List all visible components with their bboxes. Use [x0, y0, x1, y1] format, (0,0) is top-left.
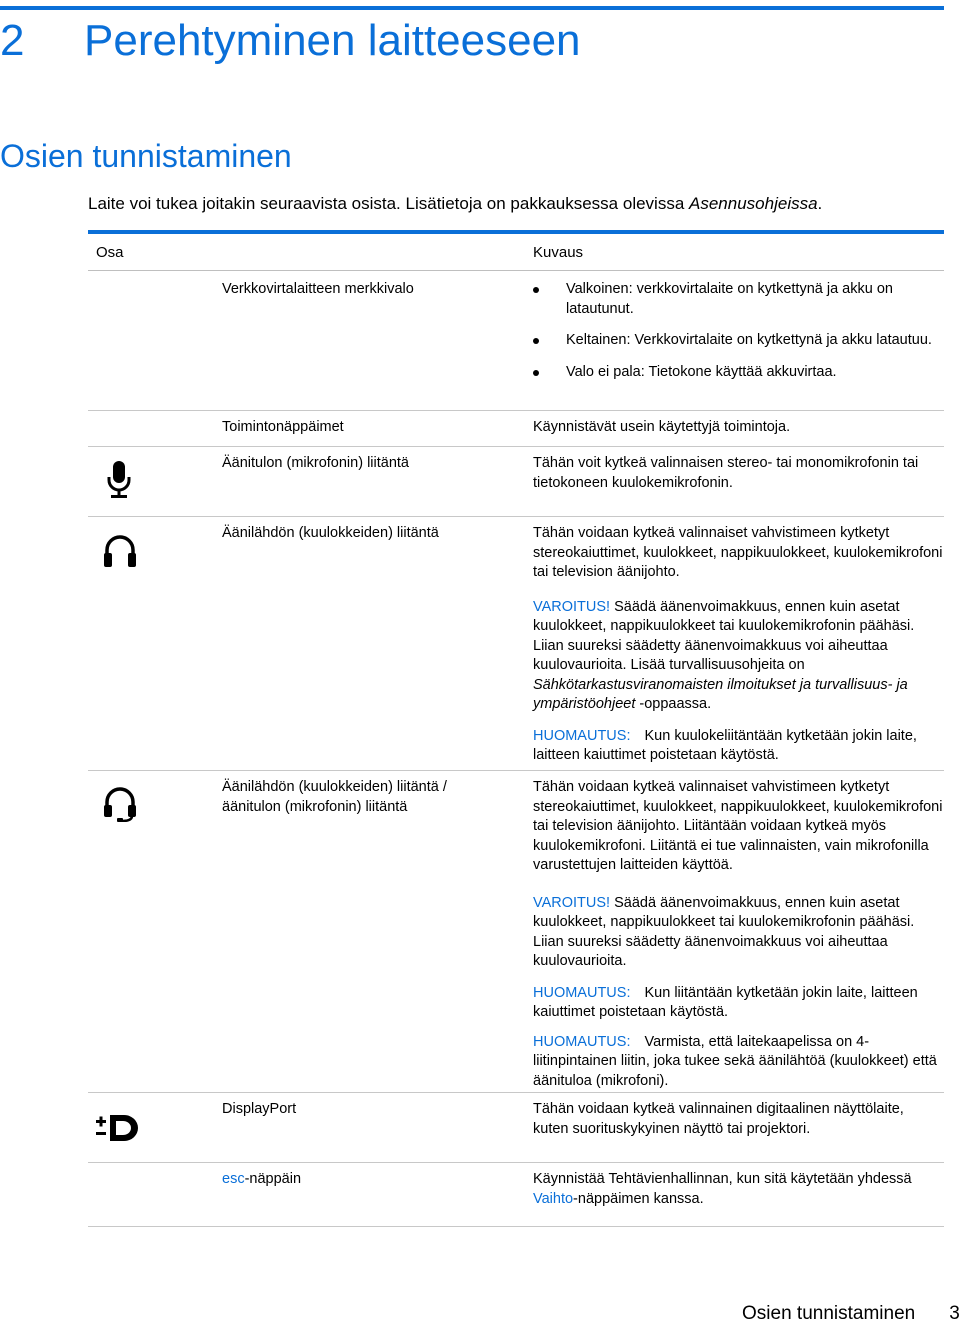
warning-text: Säädä äänenvoimakkuus, ennen kuin asetat kuulokkeet, nappikuulokkeet tai kuulokemikrofonin päähäsi. Liian suureksi säädetty äänenvoimakkuus voi aiheuttaa kuulovaurioita. Lisää turvallisuusohjeita on: [533, 598, 915, 673]
row-desc-displayport: Tähän voidaan kytkeä valinnainen digitaalinen näyttölaite, kuten suorituskykyinen näyttö tai projektori.: [533, 1101, 904, 1137]
note-block: [533, 984, 943, 1023]
headphones-icon: [102, 534, 138, 568]
row-desc-action-keys: Käynnistävät usein käytettyjä toimintoja.: [533, 419, 791, 435]
esc-desc-text: Käynnistää Tehtävienhallinnan, kun sitä käytetään yhdessä: [533, 1171, 912, 1187]
row-rule: [88, 516, 944, 517]
esc-key-rest: -näppäin: [244, 1171, 302, 1187]
intro-paragraph: [88, 194, 822, 214]
description-text: Tähän voidaan kytkeä valinnaiset vahvistimeen kytketyt stereokaiuttimet, kuulokkeet, nappikuulokkeet, kuulokemikrofoni tai television äänijohto.: [533, 525, 943, 580]
row-desc-combo-jack: [533, 778, 943, 1091]
intro-end: .: [817, 194, 823, 213]
note-text: Kun liitäntään kytketään jokin laite, laitteen kaiuttimet poistetaan käytöstä.: [533, 984, 918, 1020]
bullet-dot: [533, 287, 539, 293]
header-rule: [88, 270, 944, 271]
list-item: [533, 363, 943, 383]
intro-text: Laite voi tukea joitakin seuraavista osista. Lisätietoja on pakkauksessa olevissa: [88, 194, 690, 213]
header-description: Kuvaus: [533, 244, 584, 261]
warning-block: [533, 894, 943, 972]
note-text: Varmista, että laitekaapelissa on 4-liitinpintainen liitin, joka tukee sekä äänilähtöä (kuulokkeet) että äänituloa (mikrofoni).: [533, 1033, 937, 1089]
row-name-displayport: DisplayPort: [222, 1101, 297, 1117]
warning-label: VAROITUS!: [533, 894, 611, 911]
note-label: HUOMAUTUS:: [533, 984, 631, 1001]
list-item: [533, 280, 943, 319]
row-rule: [88, 770, 944, 771]
esc-key-label: esc: [222, 1171, 245, 1187]
warning-italic: Sähkötarkastusviranomaisten ilmoitukset ja turvallisuus- ja ympäristöohjeet: [533, 676, 908, 712]
bullet-text: Keltainen: Verkkovirtalaite on kytkettynä ja akku latautuu.: [566, 332, 932, 348]
row-rule: [88, 446, 944, 447]
row-name-ac-light: Verkkovirtalaitteen merkkivalo: [222, 281, 414, 297]
displayport-icon: [94, 1113, 144, 1143]
bullet-text: Valkoinen: verkkovirtalaite on kytkettynä ja akku on latautunut.: [566, 281, 893, 317]
bullet-dot: [533, 370, 539, 376]
row-name-headphone-jack: Äänilähdön (kuulokkeiden) liitäntä: [222, 525, 439, 541]
row-name-action-keys: Toimintonäppäimet: [222, 419, 344, 435]
row-name-esc-key: [222, 1170, 492, 1190]
note-label: HUOMAUTUS:: [533, 1033, 631, 1050]
page-footer: [742, 1303, 960, 1325]
note-text: Kun kuulokeliitäntään kytketään jokin laite, laitteen kaiuttimet poistetaan käytöstä.: [533, 727, 917, 763]
esc-desc-end: -näppäimen kanssa.: [573, 1190, 704, 1207]
microphone-icon: [106, 460, 132, 500]
shift-key-label: Vaihto: [533, 1190, 574, 1207]
note-block: [533, 727, 943, 766]
warning-end: -oppaassa.: [635, 696, 712, 712]
header-part: Osa: [96, 244, 124, 261]
intro-italic: Asennusohjeissa: [689, 194, 818, 213]
warning-block: [533, 598, 943, 715]
row-rule: [88, 1162, 944, 1163]
row-desc-headphone-jack: [533, 524, 943, 766]
row-name-mic-jack: Äänitulon (mikrofonin) liitäntä: [222, 455, 409, 471]
ac-light-bullets: [533, 280, 943, 394]
chapter-title-text: Perehtyminen laitteeseen: [84, 16, 581, 65]
table-top-rule: [88, 230, 944, 234]
footer-section: Osien tunnistaminen: [742, 1303, 916, 1324]
page-number: 3: [949, 1303, 960, 1324]
row-rule: [88, 1092, 944, 1093]
bullet-dot: [533, 338, 539, 344]
warning-text: Säädä äänenvoimakkuus, ennen kuin asetat kuulokkeet, nappikuulokkeet tai kuulokemikrofonin päähäsi. Liian suureksi säädetty äänenvoimakkuus voi aiheuttaa kuulovaurioita.: [533, 894, 915, 969]
note-block: [533, 1033, 943, 1092]
bullet-text: Valo ei pala: Tietokone käyttää akkuvirtaa.: [566, 363, 837, 380]
warning-label: VAROITUS!: [533, 598, 611, 615]
description-text: Tähän voidaan kytkeä valinnaiset vahvistimeen kytketyt stereokaiuttimet, kuulokkeet, nappikuulokkeet, kuulokemikrofoni tai television äänijohto. Liitäntään voidaan kytkeä myös kuulokemikrofoni. Liitäntä ei tue valinnaisten, vain mikrofonilla varustettujen laitteiden käyttöä.: [533, 779, 943, 873]
note-label: HUOMAUTUS:: [533, 727, 631, 744]
row-rule: [88, 410, 944, 411]
row-rule: [88, 1226, 944, 1227]
section-title: Osien tunnistaminen: [0, 138, 292, 174]
chapter-title: [0, 16, 581, 66]
headset-icon: [102, 786, 138, 822]
list-item: [533, 331, 943, 351]
top-rule: [0, 6, 944, 10]
row-desc-mic-jack: Tähän voit kytkeä valinnaisen stereo- tai monomikrofonin tai tietokoneen kuulokemikrofonin.: [533, 455, 919, 491]
row-name-combo-jack: Äänilähdön (kuulokkeiden) liitäntä / äänitulon (mikrofonin) liitäntä: [222, 779, 447, 815]
row-desc-esc-key: [533, 1170, 943, 1209]
chapter-number: 2: [0, 16, 25, 65]
